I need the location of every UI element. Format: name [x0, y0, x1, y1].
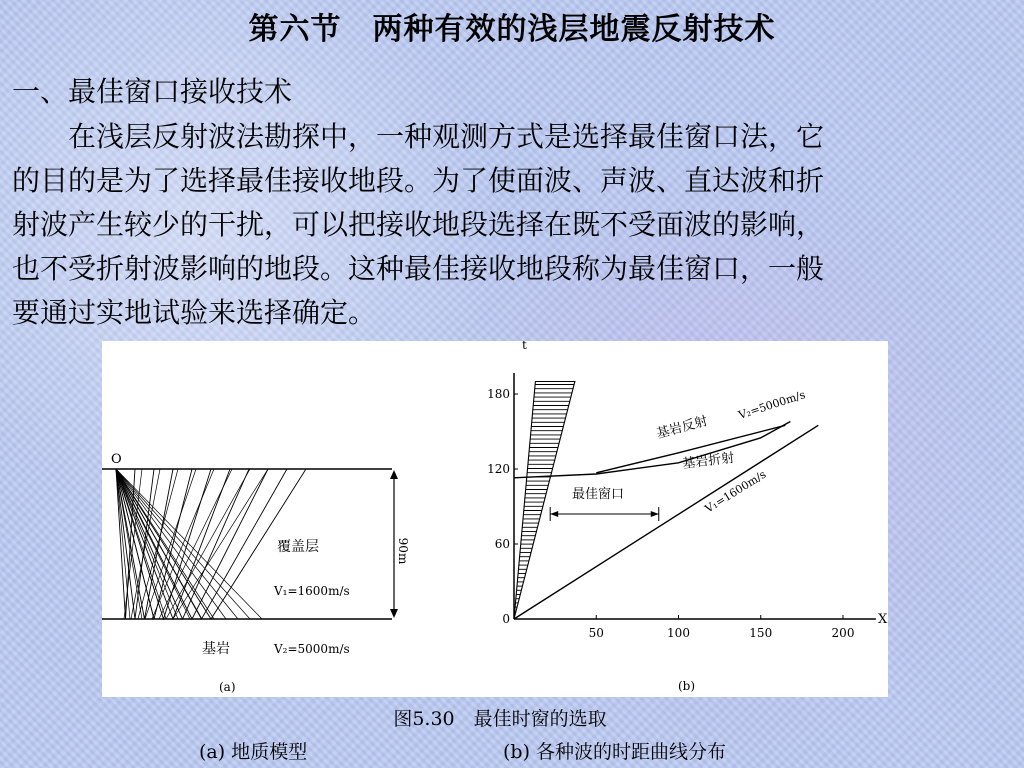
arrowhead-up-icon	[390, 470, 398, 479]
subcaption-a: (a) 地质模型	[199, 741, 308, 763]
paragraph-line: 也不受折射波影响的地段。这种最佳接收地段称为最佳窗口，一般	[12, 252, 825, 285]
refracted-ray-line	[138, 469, 178, 619]
panel-b-time-distance-chart	[487, 341, 888, 693]
series-curve	[514, 425, 818, 619]
figure-caption: 图5.30 最佳时窗的选取	[393, 708, 607, 730]
chart-series	[514, 422, 818, 620]
paragraph-line: 在浅层反射波法勘探中，一种观测方式是选择最佳窗口法，它	[12, 120, 825, 153]
overburden-velocity-label: V₁=1600m/s	[274, 584, 350, 598]
wedge-outline	[514, 382, 575, 620]
body-paragraph	[12, 115, 1014, 335]
panel-a-geologic-model	[102, 452, 410, 694]
y-tick-label: 180	[487, 387, 510, 401]
slide-title: 第六节 两种有效的浅层地震反射技术	[248, 12, 776, 47]
figure-5-30	[102, 341, 888, 697]
refracted-ray-line	[166, 469, 250, 619]
refraction-label: 基岩折射	[681, 450, 736, 472]
reflection-label: 基岩反射	[655, 413, 710, 442]
v1-velocity-label: V₁=1600m/s	[702, 467, 769, 516]
paragraph-line: 射波产生较少的干扰，可以把接收地段选择在既不受面波的影响，	[12, 208, 825, 241]
x-tick-label: 150	[749, 626, 773, 640]
arrowhead-left-icon	[550, 511, 558, 517]
subcaption-b: (b) 各种波的时距曲线分布	[503, 741, 727, 763]
refracted-ray-line	[152, 469, 214, 619]
surface-wave-wedge	[514, 382, 575, 620]
panel-b-label: (b)	[678, 679, 696, 693]
overburden-label: 覆盖层	[277, 539, 319, 555]
section-heading: 一、最佳窗口接收技术	[12, 75, 293, 108]
thickness-label: 90m	[396, 537, 410, 565]
v2-velocity-label: V₂=5000m/s	[736, 388, 807, 422]
direct-ray-line	[116, 469, 238, 619]
y-tick-label: 0	[502, 612, 510, 626]
y-tick-label: 60	[494, 537, 510, 551]
paragraph-line: 要通过实地试验来选择确定。	[12, 296, 377, 329]
paragraph-line: 的目的是为了选择最佳接收地段。为了使面波、声波、直达波和折	[12, 164, 825, 197]
panel-a-label: (a)	[219, 680, 236, 694]
x-tick-label: 200	[831, 626, 855, 640]
bedrock-label: 基岩	[202, 641, 230, 657]
bedrock-velocity-label: V₂=5000m/s	[274, 642, 350, 656]
best-window-bracket	[550, 507, 659, 521]
y-tick-label: 120	[487, 462, 510, 476]
arrowhead-down-icon	[390, 609, 398, 618]
origin-label: O	[111, 452, 122, 467]
figure-svg	[102, 341, 888, 697]
refracted-ray-line	[159, 469, 232, 619]
x-axis-label: X	[878, 612, 888, 627]
t-axis-label: t	[522, 341, 527, 352]
x-tick-label: 100	[667, 626, 690, 640]
x-tick-label: 50	[588, 626, 604, 640]
arrowhead-right-icon	[651, 511, 659, 517]
best-window-label: 最佳窗口	[572, 487, 625, 502]
